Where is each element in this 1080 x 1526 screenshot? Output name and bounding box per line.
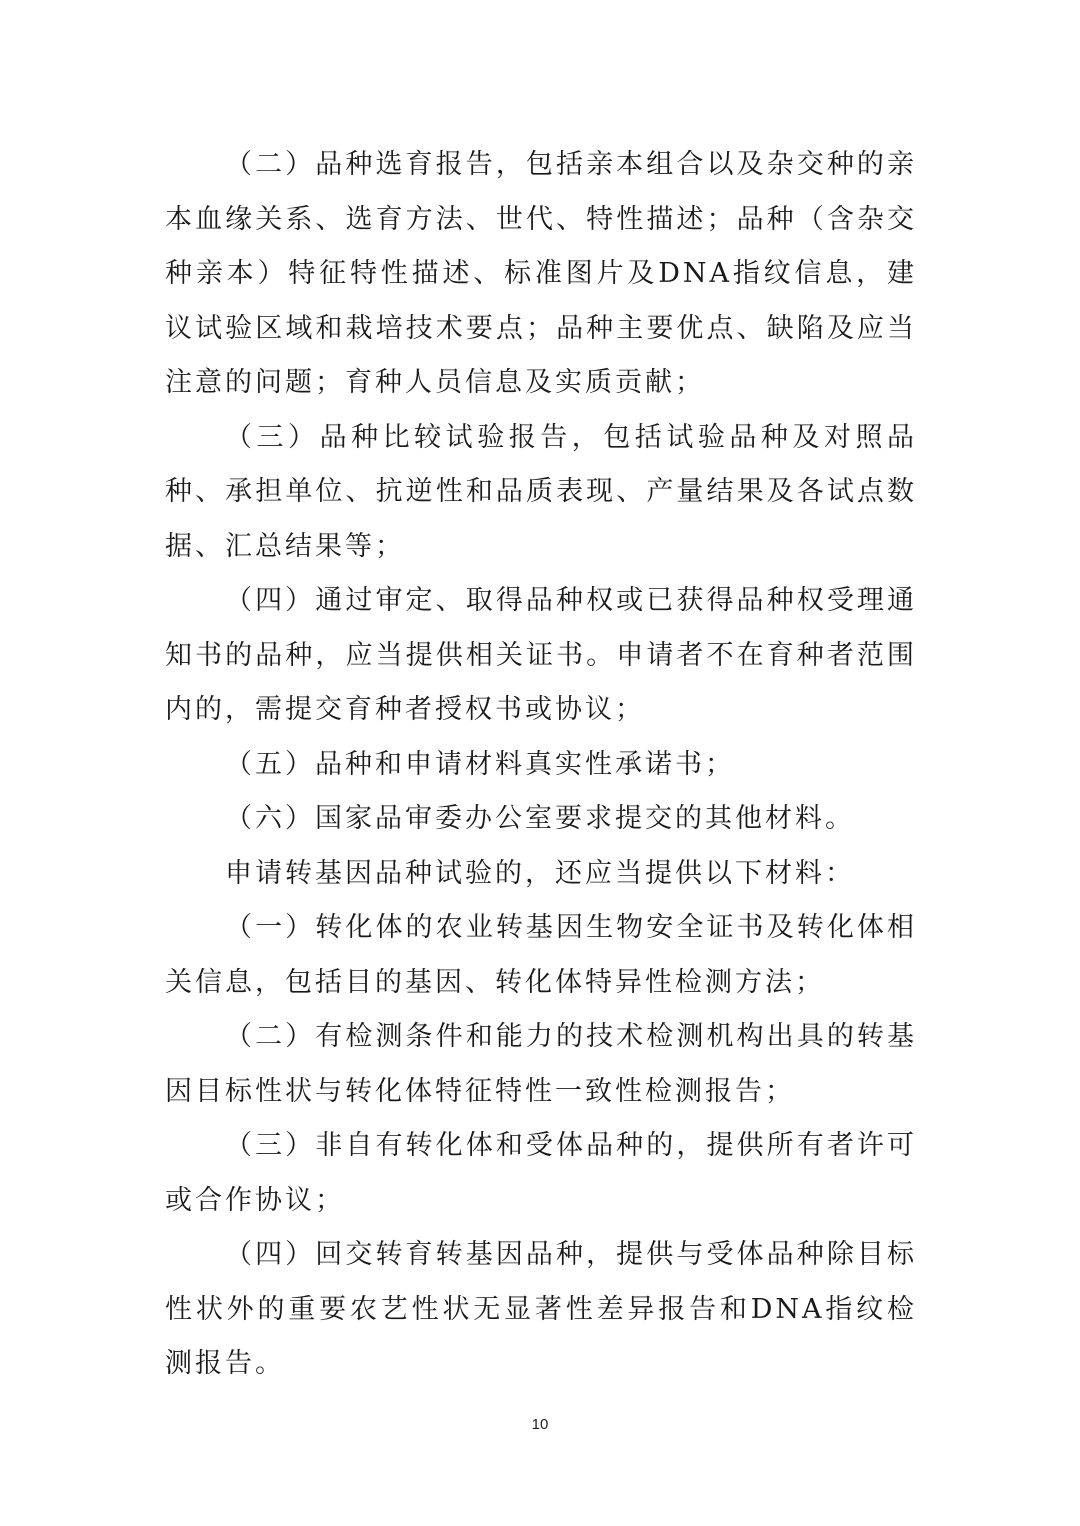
paragraph-consistency-report: （二）有检测条件和能力的技术检测机构出具的转基因目标性状与转化体特征特性一致性检测报告；	[165, 1021, 917, 1107]
paragraph-transgenic-intro: 申请转基因品种试验的，还应当提供以下材料：	[225, 857, 855, 889]
paragraph-certificates: （四）通过审定、取得品种权或已获得品种权受理通知书的品种，应当提供相关证书。申请者不在育种者范围内的，需提交育种者授权书或协议；	[165, 585, 917, 725]
document-body	[165, 138, 917, 1392]
paragraph-breeding-report: （二）品种选育报告，包括亲本组合以及杂交种的亲本血缘关系、选育方法、世代、特性描述；品种（含杂交种亲本）特征特性描述、标准图片及DNA指纹信息，建议试验区域和栽培技术要点；品种主要优点、缺陷及应当注意的问题；育种人员信息及实质贡献；	[165, 149, 917, 398]
paragraph-authenticity-pledge: （五）品种和申请材料真实性承诺书；	[225, 748, 735, 780]
paragraph-backcross-report: （四）回交转育转基因品种，提供与受体品种除目标性状外的重要农艺性状无显著性差异报告和DNA指纹检测报告。	[165, 1239, 917, 1379]
paragraph-owner-permission: （三）非自有转化体和受体品种的，提供所有者许可或合作协议；	[165, 1130, 917, 1216]
page-number: 10	[531, 1416, 549, 1433]
paragraph-comparison-trial-report: （三）品种比较试验报告，包括试验品种及对照品种、承担单位、抗逆性和品质表现、产量结果及各试点数据、汇总结果等；	[165, 421, 917, 562]
paragraph-other-materials: （六）国家品审委办公室要求提交的其他材料。	[225, 803, 855, 834]
paragraph-biosafety-certificate: （一）转化体的农业转基因生物安全证书及转化体相关信息，包括目的基因、转化体特异性检测方法；	[165, 912, 917, 998]
